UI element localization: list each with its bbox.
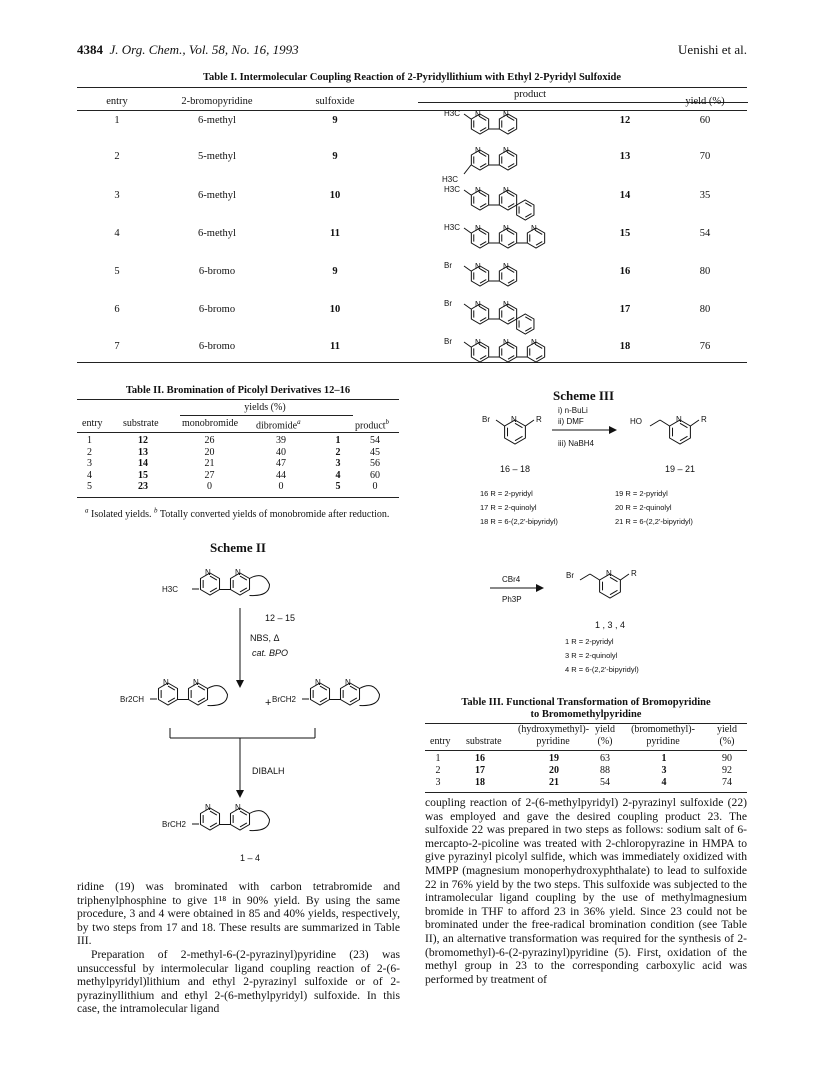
table1-entry: 2 — [114, 151, 120, 162]
table2-header-rule — [77, 432, 399, 433]
table1-caption: Table I. Intermolecular Coupling Reaction of 2-Pyridyllithium with Ethyl 2-Pyridyl Sulfoxide — [203, 72, 621, 83]
substituent-bond — [525, 420, 534, 426]
table3-cell: 1 — [661, 753, 667, 764]
nitrogen-label: N — [475, 300, 481, 309]
table2-cell: 15 — [138, 469, 148, 481]
table1-entry: 6 — [114, 304, 120, 315]
table1-sulfoxide: 9 — [332, 266, 338, 277]
substituent-bond — [660, 420, 670, 426]
nitrogen-label: N — [475, 338, 481, 347]
table3-cell: 19 — [549, 753, 559, 764]
substituent-bond — [464, 114, 471, 119]
table1-bromopyridine: 6-methyl — [198, 228, 236, 239]
scheme2-product — [162, 803, 270, 831]
fused-ring-bracket — [250, 811, 270, 831]
table1-sulfoxide: 10 — [329, 304, 341, 315]
table1-product-structure — [444, 299, 534, 334]
substituent-label: BrCH2 — [162, 820, 187, 829]
page-header-left — [77, 42, 299, 58]
table2-cell: 3 — [335, 458, 341, 469]
table1-entry: 5 — [114, 266, 120, 277]
table2-cell: 40 — [276, 446, 286, 458]
table2-header-dibromide: dibromide$^a$ — [256, 418, 301, 432]
substituent-bond — [496, 420, 505, 426]
bromine-label: Br — [566, 571, 574, 580]
table2-header-entry: entry — [82, 418, 103, 429]
nitrogen-label: N — [205, 803, 211, 812]
scheme3-hydroxymethylpyridine — [630, 415, 707, 444]
table2-cell: 27 — [204, 469, 215, 481]
table1-sulfoxide: 10 — [329, 190, 341, 201]
table3-cell: 20 — [549, 765, 559, 776]
table2-cell: 5 — [87, 481, 92, 492]
table1-yield: 60 — [699, 115, 711, 126]
table1-top-rule — [77, 87, 747, 88]
nitrogen-label: N — [193, 678, 199, 687]
scheme3-reagent: iii) NaBH4 — [558, 439, 595, 448]
table1-product-number: 17 — [619, 304, 631, 315]
bromine-label: Br — [482, 415, 490, 424]
scheme2-starting-material — [162, 568, 270, 596]
nitrogen-label: N — [503, 262, 509, 271]
scheme3-title: Scheme III — [552, 388, 615, 403]
table2-group-header: yields (%) — [244, 402, 286, 413]
substituent-bond — [580, 574, 590, 580]
substituent-label: H3C — [444, 109, 461, 118]
scheme3-compound-label: 19 R = 2-pyridyl — [615, 489, 668, 498]
scheme3-reagent: CBr4 — [502, 575, 521, 584]
table2-cell: 2 — [87, 446, 92, 458]
table3-cell: 88 — [600, 765, 610, 776]
table3-cell: 21 — [549, 777, 559, 788]
scheme3-compound-label: 17 R = 2-quinolyl — [480, 503, 537, 512]
scheme3-compound-label: 21 R = 6-(2,2'-bipyridyl) — [615, 517, 693, 526]
table1-bromopyridine: 5-methyl — [198, 151, 236, 162]
journal-citation: J. Org. Chem., Vol. 58, No. 16, 1993 — [109, 42, 299, 57]
table1-header-sulfoxide: sulfoxide — [315, 96, 355, 107]
table1-entry: 1 — [114, 115, 120, 126]
scheme3-compound-label: 3 R = 2-quinolyl — [565, 651, 618, 660]
table3-cell: 16 — [475, 753, 485, 764]
scheme2-range: 1 – 4 — [240, 853, 261, 863]
table2-cell: 4 — [87, 469, 92, 481]
r-group-label: R — [701, 415, 707, 424]
table3-header-yield1: yield (%) — [595, 724, 615, 747]
table2-caption: Table II. Bromination of Picolyl Derivatives 12–16 — [125, 385, 351, 396]
table1-sulfoxide: 9 — [332, 151, 338, 162]
substituent-label: BrCH2 — [272, 695, 297, 704]
scheme2-reagent: NBS, Δ — [250, 633, 280, 643]
substituent-bond — [464, 228, 471, 233]
table1-product-number: 15 — [619, 228, 631, 239]
table1-entry: 7 — [114, 341, 120, 352]
substituent-label: H3C — [444, 223, 461, 232]
table2-cell: 39 — [276, 435, 286, 446]
scheme2-dibromide — [120, 678, 228, 706]
table2-bottom-rule — [77, 497, 399, 498]
table1-product-structure — [444, 261, 517, 286]
nitrogen-label: N — [531, 224, 537, 233]
table1-bottom-rule — [77, 362, 747, 363]
nitrogen-label: N — [503, 110, 509, 119]
table2-cell: 4 — [335, 469, 341, 481]
table1-bromopyridine: 6-methyl — [198, 115, 236, 126]
table2-cell: 0 — [372, 481, 378, 492]
scheme2-reagent: DIBALH — [252, 766, 285, 776]
table3-cell: 18 — [475, 777, 485, 788]
nitrogen-label: N — [475, 146, 481, 155]
substituent-label: H3C — [442, 175, 459, 184]
nitrogen-label: N — [163, 678, 169, 687]
table1-product-number: 12 — [619, 115, 631, 126]
table1-header-rule — [77, 110, 747, 111]
substituent-label: Br — [444, 299, 452, 308]
substituent-label: Br2CH — [120, 695, 145, 704]
table1-header-entry: entry — [106, 96, 128, 107]
substituent-bond — [620, 574, 629, 580]
table2-cell: 23 — [138, 481, 148, 492]
table2-cell: 56 — [370, 458, 380, 469]
arrow-head — [536, 584, 544, 592]
left-column-text — [77, 880, 400, 1016]
substituent-bond — [464, 304, 471, 309]
scheme3-range: 16 – 18 — [500, 464, 531, 474]
table1-product-structure — [444, 337, 545, 362]
nitrogen-label: N — [475, 224, 481, 233]
table1-yield: 76 — [699, 341, 711, 352]
table1-product-structure — [444, 223, 545, 248]
scheme3-compound-label: 4 R = 6-(2,2'-bipyridyl) — [565, 665, 639, 674]
nitrogen-label: N — [345, 678, 351, 687]
table3-cell: 1 — [435, 753, 441, 764]
scheme3-reagent: i) n-BuLi — [558, 406, 588, 415]
table2-cell: 12 — [138, 435, 148, 446]
table3-header-hydroxymethyl: (hydroxymethyl)-pyridine — [518, 724, 590, 747]
table1-product-number: 18 — [619, 341, 631, 352]
table1-product-number: 13 — [619, 151, 631, 162]
table1-sulfoxide: 11 — [330, 228, 340, 239]
table2-cell: 0 — [278, 481, 284, 492]
fused-ring-bracket — [250, 576, 270, 596]
scheme2-reagent: cat. BPO — [252, 648, 289, 658]
nitrogen-label: N — [503, 224, 509, 233]
table3-cell: 17 — [475, 765, 485, 776]
page-number: 4384 — [77, 42, 103, 57]
substituent-label: Br — [444, 261, 452, 270]
nitrogen-label: N — [315, 678, 321, 687]
nitrogen-label: N — [503, 186, 509, 195]
table3-bottom-rule — [425, 792, 747, 793]
scheme2-monobromide — [272, 678, 380, 706]
table2-cell: 3 — [87, 458, 92, 469]
table2-cell: 5 — [335, 481, 341, 492]
table1-sulfoxide: 11 — [330, 341, 340, 352]
table2-header-monobromide: monobromide — [182, 418, 239, 429]
right-column-text — [425, 796, 747, 986]
table1-sulfoxide: 9 — [332, 115, 338, 126]
table2-header-substrate: substrate — [123, 418, 159, 429]
table2-footnote: $^a$ Isolated yields. $^b$ Totally converted yields of monobromide after reduction. — [85, 507, 390, 521]
substituent-bond — [690, 420, 699, 426]
substituent-bond — [590, 574, 600, 580]
table1-yield: 54 — [699, 228, 711, 239]
table3-cell: 92 — [722, 765, 732, 776]
nitrogen-label: N — [676, 415, 682, 424]
table3-cell: 4 — [661, 777, 667, 788]
table1-bromopyridine: 6-bromo — [198, 266, 236, 277]
table1-bromopyridine: 6-bromo — [198, 304, 236, 315]
scheme2-title: Scheme II — [210, 540, 266, 555]
running-authors: Uenishi et al. — [678, 42, 747, 57]
arrow-head — [236, 790, 244, 798]
table3-cell: 63 — [600, 753, 610, 764]
table1-yield: 35 — [699, 190, 711, 201]
table2-header-product: product$^b$ — [355, 418, 390, 432]
table1-bromopyridine: 6-methyl — [198, 190, 236, 201]
table3-cell: 74 — [722, 777, 732, 788]
r-group-label: R — [631, 569, 637, 578]
nitrogen-label: N — [503, 300, 509, 309]
scheme3-compound-label: 18 R = 6-(2,2'-bipyridyl) — [480, 517, 558, 526]
scheme2-range: 12 – 15 — [265, 613, 296, 623]
table3-header-yield2: yield (%) — [717, 724, 737, 747]
table2-cell: 0 — [207, 481, 212, 492]
table3-cell: 90 — [722, 753, 732, 764]
scheme2-graphic — [120, 556, 410, 876]
table2-cell: 47 — [276, 458, 286, 469]
table2-top-rule — [77, 399, 399, 400]
table1-product-structure — [442, 146, 517, 184]
nitrogen-label: N — [205, 568, 211, 577]
nitrogen-label: N — [235, 568, 241, 577]
arrow-head — [609, 426, 617, 434]
table3-cell: 3 — [661, 765, 667, 776]
nitrogen-label: N — [606, 569, 612, 578]
table3-header-bromomethyl: (bromomethyl)-pyridine — [631, 724, 695, 747]
scheme3-graphic — [470, 400, 750, 685]
table2-cell: 54 — [370, 435, 380, 446]
substituent-bond — [464, 190, 471, 195]
fused-ring-bracket — [208, 686, 228, 706]
nitrogen-label: N — [475, 110, 481, 119]
hydroxyl-label: HO — [630, 417, 642, 426]
table1-product-structures — [420, 108, 620, 368]
table1-bromopyridine: 6-bromo — [198, 341, 236, 352]
table3-caption-line2: to Bromomethylpyridine — [530, 709, 642, 720]
table2-cell: 13 — [138, 446, 148, 458]
table3-header-entry: entry — [430, 736, 451, 747]
table3-cell: 54 — [600, 777, 610, 788]
table2-cell: 45 — [370, 446, 380, 458]
table2-cell: 21 — [204, 458, 215, 469]
table1-product-structure — [444, 185, 534, 220]
nitrogen-label: N — [475, 262, 481, 271]
r-group-label: R — [536, 415, 542, 424]
nitrogen-label: N — [235, 803, 241, 812]
table1-yield: 80 — [699, 304, 711, 315]
scheme3-compound-label: 20 R = 2-quinolyl — [615, 503, 672, 512]
table2-group-rule — [180, 415, 353, 416]
table2-cell: 60 — [370, 469, 380, 481]
table2-cell: 2 — [335, 446, 341, 458]
table1-yield: 80 — [699, 266, 711, 277]
table2-cell: 1 — [335, 435, 341, 446]
table1-product-structure — [444, 109, 517, 134]
scheme3-reagent: ii) DMF — [558, 417, 584, 426]
substituent-label: Br — [444, 337, 452, 346]
substituent-bond — [650, 420, 660, 426]
table2-cell: 44 — [276, 469, 286, 481]
scheme3-bromomethylpyridine — [566, 569, 637, 598]
right-paragraph-1: coupling reaction of 2-(6-methylpyridyl) 2-pyrazinyl sulfoxide (22) was employed and gave the desired coupling product 23. The sulfoxide 22 was prepared in two steps as follows: sodium salt of 6-mercapto-2-picoline was treated with 2-chloropyrazine in HMPA to give pyrazinyl picolyl sulfide, which was immediately oxidized with MMPP (magnesium monoperhydroxyphthalate) to lead to sulfoxide 22 in 76% yield by the two steps. This sulfoxide was subjected to the intramolecular ligand coupling by the use of methylmagnesium bromide in THF to afford 23 in 36% yield. Since 23 could not be brominated under the free-radical bromination condition (see Table II), an alternative transformation was required for the synthesis of 2-(bromomethyl)-6-(2-pyrazinyl)pyridine (5). First, oxidation of the methyl group in 23 to the corresponding carboxylic acid was performed by treatment of — [425, 796, 747, 986]
table1-product-number: 14 — [619, 190, 631, 201]
substituent-bond — [464, 266, 471, 271]
nitrogen-label: N — [475, 186, 481, 195]
table3-caption-line1: Table III. Functional Transformation of Bromopyridine — [461, 697, 711, 708]
table2-cell: 20 — [204, 446, 215, 458]
left-paragraph-2: Preparation of 2-methyl-6-(2-pyrazinyl)pyridine (23) was unsuccessful by intermolecular ligand coupling reaction of 2-(6-methylpyridyl)lithium and ethyl 2-pyrazinyl sulfoxide or of 2-pyrazinyllithium and ethyl 2-(6-methylpyridyl) sulfoxide. In this case, the intramolecular ligand — [77, 947, 400, 1016]
nitrogen-label: N — [511, 415, 517, 424]
table1-entry: 4 — [114, 228, 120, 239]
table1-yield: 70 — [699, 151, 711, 162]
table3-header-substrate: substrate — [466, 736, 502, 747]
substituent-bond — [464, 342, 471, 347]
table3-cell: 3 — [435, 777, 441, 788]
table1-header-bromopyridine: 2-bromopyridine — [181, 96, 253, 107]
fused-ring-bracket — [360, 686, 380, 706]
table3-cell: 2 — [435, 765, 441, 776]
table1-header-yield: yield (%) — [685, 96, 725, 107]
left-paragraph-1: ridine (19) was brominated with carbon tetrabromide and triphenylphosphine to give 1¹⁸ in 90% yield. By using the same procedure, 3 and 4 were obtained in 85 and 40% yields, respectively, by two steps from 17 and 18. These results are summarized in Table III. — [77, 880, 400, 948]
scheme3-compound-label: 1 R = 2-pyridyl — [565, 637, 614, 646]
scheme3-bromopyridine — [482, 415, 542, 444]
substituent-label: H3C — [162, 585, 179, 594]
table2-cell: 1 — [87, 435, 92, 446]
table1-entry: 3 — [114, 190, 120, 201]
substituent-label: H3C — [444, 185, 461, 194]
plus-sign: + — [265, 697, 272, 709]
table1-product-number: 16 — [619, 266, 631, 277]
nitrogen-label: N — [531, 338, 537, 347]
nitrogen-label: N — [503, 146, 509, 155]
arrow-head — [236, 680, 244, 688]
table3-header-rule — [425, 750, 747, 751]
table2-cell: 14 — [138, 458, 148, 469]
table1-header-product: product — [513, 89, 547, 100]
substituent-bond — [464, 165, 471, 174]
nitrogen-label: N — [503, 338, 509, 347]
scheme3-reagent: Ph3P — [502, 595, 522, 604]
scheme3-range: 1 , 3 , 4 — [595, 620, 626, 630]
scheme3-compound-label: 16 R = 2-pyridyl — [480, 489, 533, 498]
table2-cell: 26 — [204, 435, 215, 446]
scheme3-range: 19 – 21 — [665, 464, 696, 474]
